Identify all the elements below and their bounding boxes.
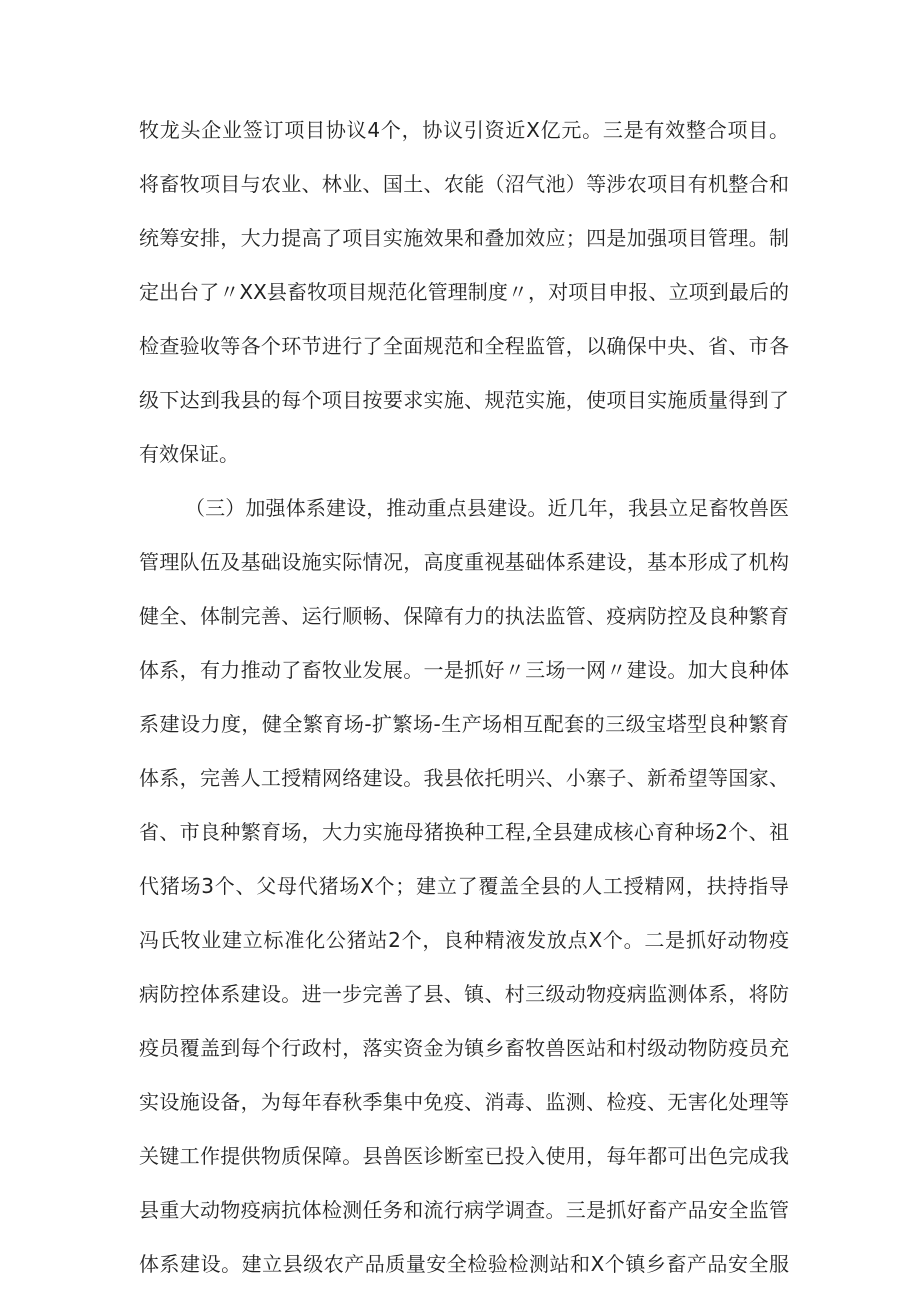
paragraph-line: 将畜牧项目与农业、林业、国土、农能（沼气池）等涉农项目有机整合和 — [139, 172, 789, 196]
paragraph-line: 体系，有力推动了畜牧业发展。一是抓好〃三场一网〃建设。加大良种体 — [139, 658, 789, 682]
paragraph-line: 代猪场3个、父母代猪场X个；建立了覆盖全县的人工授精网，扶持指导 — [139, 874, 789, 898]
paragraph-line: 冯氏牧业建立标准化公猪站2个，良种精液发放点X个。二是抓好动物疫 — [139, 928, 789, 952]
paragraph-line: 定出台了〃XX县畜牧项目规范化管理制度〃，对项目申报、立项到最后的 — [139, 280, 789, 304]
paragraph-line: 关键工作提供物质保障。县兽医诊断室已投入使用，每年都可出色完成我 — [139, 1144, 789, 1168]
paragraph-line: 病防控体系建设。进一步完善了县、镇、村三级动物疫病监测体系，将防 — [139, 982, 789, 1006]
paragraph-line: 检查验收等各个环节进行了全面规范和全程监管，以确保中央、省、市各 — [139, 334, 789, 358]
paragraph-line: 统筹安排，大力提高了项目实施效果和叠加效应；四是加强项目管理。制 — [139, 226, 789, 250]
paragraph-line: 实设施设备，为每年春秋季集中免疫、消毒、监测、检疫、无害化处理等 — [139, 1090, 789, 1114]
paragraph-line: 健全、体制完善、运行顺畅、保障有力的执法监管、疫病防控及良种繁育 — [139, 604, 789, 628]
paragraph-line: 有效保证。 — [139, 442, 239, 466]
paragraph-line: 体系，完善人工授精网络建设。我县依托明兴、小寨子、新希望等国家、 — [139, 766, 789, 790]
paragraph-line: 系建设力度，健全繁育场-扩繁场-生产场相互配套的三级宝塔型良种繁育 — [139, 712, 789, 736]
paragraph-line: 疫员覆盖到每个行政村，落实资金为镇乡畜牧兽医站和村级动物防疫员充 — [139, 1036, 789, 1060]
section-heading-line: （三）加强体系建设，推动重点县建设。近几年，我县立足畜牧兽医 — [185, 496, 789, 520]
paragraph-line: 省、市良种繁育场，大力实施母猪换种工程,全县建成核心育种场2个、祖 — [139, 820, 789, 844]
paragraph-line: 县重大动物疫病抗体检测任务和流行病学调查。三是抓好畜产品安全监管 — [139, 1198, 789, 1222]
paragraph-line: 体系建设。建立县级农产品质量安全检验检测站和X个镇乡畜产品安全服 — [139, 1252, 789, 1276]
paragraph-line: 牧龙头企业签订项目协议4个，协议引资近X亿元。三是有效整合项目。 — [139, 118, 789, 142]
paragraph-line: 管理队伍及基础设施实际情况，高度重视基础体系建设，基本形成了机构 — [139, 550, 789, 574]
paragraph-line: 级下达到我县的每个项目按要求实施、规范实施，使项目实施质量得到了 — [139, 388, 789, 412]
